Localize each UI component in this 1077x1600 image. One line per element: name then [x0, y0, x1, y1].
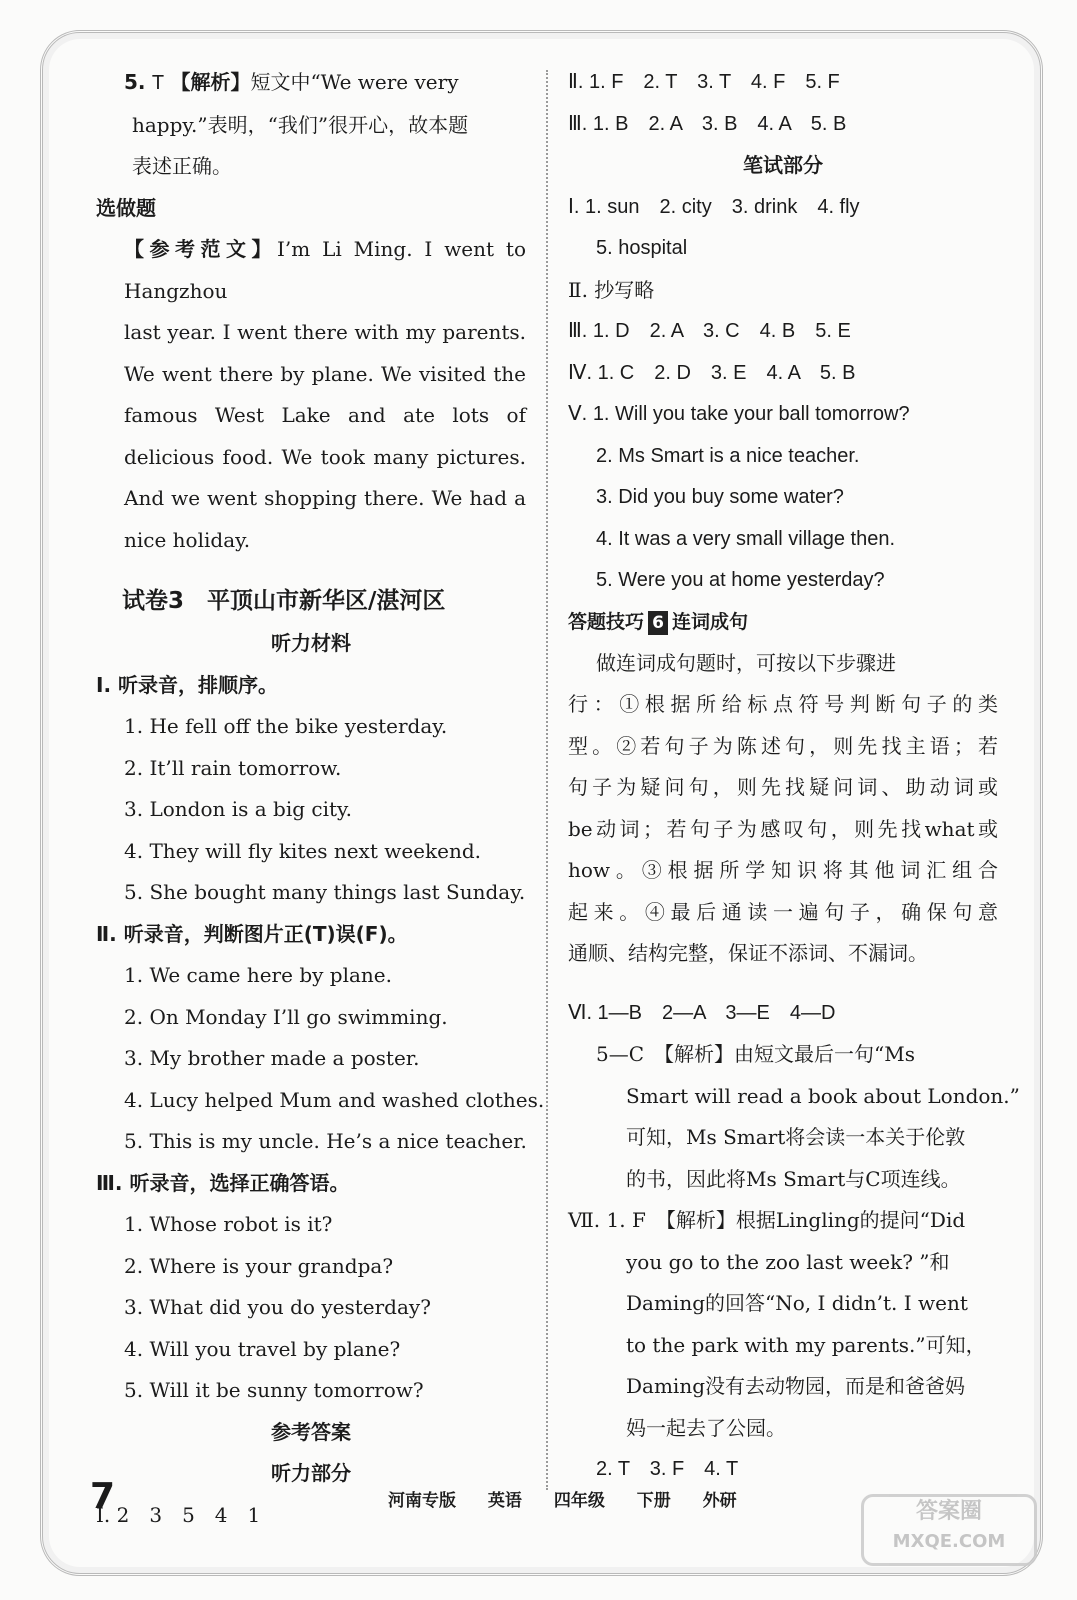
footer-grade: 四年级: [553, 1491, 605, 1511]
written-sec7-line1: Ⅶ. 1. F 【解析】根据Lingling的提问“Did: [568, 1208, 966, 1232]
tip-line: be动词；若句子为感叹句，则先找what或: [568, 816, 998, 841]
written-sec5-item: 3. Did you buy some water?: [596, 486, 844, 508]
written-sec7-line7: 2. T 3. F 4. T: [596, 1458, 739, 1480]
tip-heading: 答题技巧 6 连词成句: [568, 610, 749, 633]
written-sec5-item: 2. Ms Smart is a nice teacher.: [596, 444, 860, 467]
tip-line: 句子为疑问句，则先找疑问词、助动词或: [568, 775, 998, 799]
page-footer: [90, 1476, 990, 1520]
page-number: 7: [90, 1476, 116, 1517]
essay-line4: famous West Lake and ate lots of: [124, 403, 526, 427]
essay-line7: nice holiday.: [124, 527, 251, 552]
tip-number-badge: 6: [648, 611, 668, 635]
sec2-item: 1. We came here by plane.: [124, 963, 392, 987]
sec3-item: 4. Will you travel by plane?: [124, 1336, 401, 1361]
sec2-item: 5. This is my uncle. He’s a nice teacher.: [124, 1129, 527, 1153]
essay-line1: 【参考范文】I’m Li Ming. I went to Hangzhou: [124, 237, 527, 303]
written-sec7-line5: Daming没有去动物园，而是和爸爸妈: [626, 1374, 966, 1398]
tip-line: 型。②若句子为陈述句，则先找主语；若: [568, 733, 998, 758]
essay-line3: We went there by plane. We visited the: [124, 361, 526, 386]
right-column: [568, 62, 1020, 1491]
written-sec6-line2: 5—C 【解析】由短文最后一句“Ms: [596, 1042, 915, 1066]
q5-line1: 5. T 【解析】短文中“We were very: [124, 70, 459, 94]
sec2-item: 2. On Monday I’ll go swimming.: [124, 1004, 448, 1029]
tip-line: 起来。④最后通读一遍句子，确保句意: [568, 899, 998, 924]
q5-line2: happy.”表明，“我们”很开心，故本题: [132, 112, 469, 137]
listening-part-heading: 听力部分: [271, 1461, 351, 1485]
sec3-item: 3. What did you do yesterday?: [124, 1295, 431, 1319]
written-sec7-line4: to the park with my parents.”可知，: [626, 1332, 986, 1357]
written-sec2: Ⅱ. 抄写略: [568, 277, 655, 302]
sec1-item: 1. He fell off the bike yesterday.: [124, 714, 448, 738]
tip-line: 做连词成句题时，可按以下步骤进: [596, 650, 896, 675]
footer-info: [388, 1486, 763, 1511]
written-sec5-item: 4. It was a very small village then.: [596, 527, 896, 550]
tip-line: how。③根据所学知识将其他词汇组合: [568, 858, 998, 882]
written-sec3: Ⅲ. 1. D 2. A 3. C 4. B 5. E: [568, 320, 851, 342]
optional-title: 选做题: [96, 195, 156, 220]
sec3-item: 2. Where is your grandpa?: [124, 1253, 394, 1278]
answer-sec3: Ⅲ. 1. B 2. A 3. B 4. A 5. B: [568, 112, 847, 135]
watermark-logo: 答案圈 MXQE.COM: [861, 1494, 1037, 1566]
written-sec6-line4: 可知，Ms Smart将会读一本关于伦敦: [626, 1125, 966, 1149]
sec1-item: 3. London is a big city.: [124, 797, 353, 821]
written-sec1-a: Ⅰ. 1. sun 2. city 3. drink 4. fly: [568, 195, 860, 218]
written-sec6-line5: 的书，因此将Ms Smart与C项连线。: [626, 1166, 961, 1191]
answer-sec1: Ⅰ. 2 3 5 4 1: [96, 1502, 261, 1527]
written-sec7-line3: Daming的回答“No, I didn’t. I went: [626, 1291, 968, 1315]
written-sec7-line6: 妈一起去了公园。: [626, 1415, 786, 1440]
sec1-item: 5. She bought many things last Sunday.: [124, 880, 526, 904]
answer-sec2: Ⅱ. 1. F 2. T 3. T 4. F 5. F: [568, 71, 840, 93]
left-column: [96, 62, 545, 1536]
test-title: 试卷3 平顶山市新华区/湛河区: [122, 588, 446, 614]
sec1-item: 4. They will fly kites next weekend.: [124, 838, 482, 863]
q5-line3: 表述正确。: [132, 154, 232, 178]
essay-line5: delicious food. We took many pictures.: [124, 444, 526, 469]
reference-answers-heading: 参考答案: [271, 1419, 351, 1444]
sec3-label: Ⅲ. 听录音，选择正确答语。: [96, 1170, 350, 1195]
footer-publisher: 外研: [702, 1491, 737, 1511]
written-sec6-line3: Smart will read a book about London.”: [626, 1083, 1020, 1108]
sec2-item: 4. Lucy helped Mum and washed clothes.: [124, 1087, 545, 1112]
essay-line6: And we went shopping there. We had a: [124, 486, 526, 510]
sec3-item: 1. Whose robot is it?: [124, 1212, 333, 1236]
written-sec6-line1: Ⅵ. 1—B 2—A 3—E 4—D: [568, 1001, 836, 1024]
footer-edition: 河南专版: [388, 1491, 456, 1511]
written-sec4: Ⅳ. 1. C 2. D 3. E 4. A 5. B: [568, 361, 856, 384]
tip-line: 行：①根据所给标点符号判断句子的类: [568, 692, 998, 716]
sec2-item: 3. My brother made a poster.: [124, 1046, 420, 1070]
written-sec5-first: Ⅴ. 1. Will you take your ball tomorrow?: [568, 403, 910, 425]
written-sec1-b: 5. hospital: [596, 237, 688, 259]
listening-material-heading: 听力材料: [271, 631, 351, 655]
sec1-label: Ⅰ. 听录音，排顺序。: [96, 672, 279, 697]
sec3-item: 5. Will it be sunny tomorrow?: [124, 1378, 424, 1402]
written-sec7-line2: you go to the zoo last week? ”和: [626, 1249, 950, 1274]
footer-subject: 英语: [487, 1491, 522, 1511]
tip-line: 通顺、结构完整，保证不添词、不漏词。: [568, 941, 928, 965]
written-part-heading: 笔试部分: [743, 153, 823, 177]
column-divider: [546, 70, 548, 1490]
sec1-item: 2. It’ll rain tomorrow.: [124, 755, 342, 780]
written-sec5-item: 5. Were you at home yesterday?: [596, 569, 885, 591]
sec2-label: Ⅱ. 听录音，判断图片正(T)误(F)。: [96, 921, 408, 946]
essay-line2: last year. I went there with my parents.: [124, 320, 526, 344]
footer-volume: 下册: [636, 1491, 671, 1511]
